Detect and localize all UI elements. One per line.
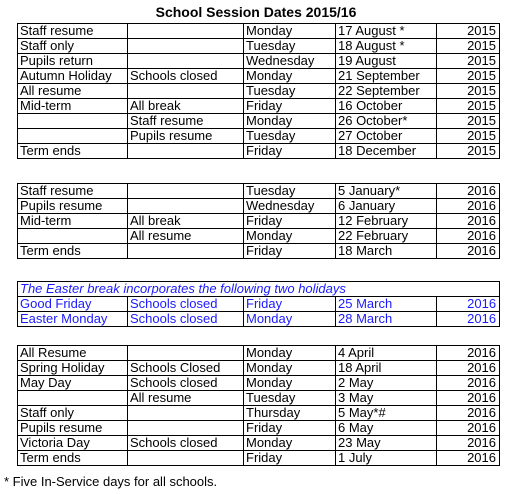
table-row xyxy=(18,451,500,466)
year-cell: 2015 xyxy=(437,39,500,54)
table-row xyxy=(18,199,500,214)
weekday-cell: Monday xyxy=(244,24,336,39)
note-cell xyxy=(128,346,244,361)
event-cell xyxy=(18,229,128,244)
session-table-summer xyxy=(17,345,500,466)
note-cell: Schools closed xyxy=(128,436,244,451)
note-cell: Schools closed xyxy=(128,376,244,391)
year-cell: 2016 xyxy=(437,421,500,436)
date-cell: 22 February xyxy=(336,229,437,244)
note-cell: Schools closed xyxy=(128,69,244,84)
date-cell: 23 May xyxy=(336,436,437,451)
event-cell: Staff only xyxy=(18,39,128,54)
year-cell: 2016 xyxy=(437,376,500,391)
note-cell xyxy=(128,244,244,259)
event-cell xyxy=(18,129,128,144)
event-cell: Pupils return xyxy=(18,54,128,69)
event-cell: Victoria Day xyxy=(18,436,128,451)
date-cell: 2 May xyxy=(336,376,437,391)
easter-note: The Easter break incorporates the following two holidays xyxy=(18,282,500,297)
event-cell: Mid-term xyxy=(18,99,128,114)
table-row xyxy=(18,84,500,99)
note-cell: Pupils resume xyxy=(128,129,244,144)
date-cell: 19 August xyxy=(336,54,437,69)
date-cell: 12 February xyxy=(336,214,437,229)
year-cell: 2016 xyxy=(437,406,500,421)
table-row xyxy=(18,99,500,114)
date-cell: 27 October xyxy=(336,129,437,144)
weekday-cell: Friday xyxy=(244,99,336,114)
weekday-cell: Tuesday xyxy=(244,391,336,406)
event-cell: Staff only xyxy=(18,406,128,421)
note-cell xyxy=(128,54,244,69)
date-cell: 22 September xyxy=(336,84,437,99)
table-row xyxy=(18,144,500,159)
table-row xyxy=(18,406,500,421)
date-cell: 6 January xyxy=(336,199,437,214)
table-row xyxy=(18,24,500,39)
event-cell xyxy=(18,114,128,129)
note-cell: All resume xyxy=(128,391,244,406)
year-cell: 2016 xyxy=(437,436,500,451)
year-cell: 2016 xyxy=(437,244,500,259)
table-row xyxy=(18,391,500,406)
year-cell: 2016 xyxy=(437,199,500,214)
note-cell: Schools Closed xyxy=(128,361,244,376)
note-cell: Schools closed xyxy=(128,312,244,327)
weekday-cell: Monday xyxy=(244,69,336,84)
event-cell: All Resume xyxy=(18,346,128,361)
note-cell xyxy=(128,39,244,54)
date-cell: 17 August * xyxy=(336,24,437,39)
footnote: * Five In-Service days for all schools. xyxy=(4,474,218,489)
date-cell: 16 October xyxy=(336,99,437,114)
note-cell: Staff resume xyxy=(128,114,244,129)
table-row xyxy=(18,214,500,229)
weekday-cell: Monday xyxy=(244,229,336,244)
weekday-cell: Wednesday xyxy=(244,199,336,214)
table-row xyxy=(18,69,500,84)
page-title: School Session Dates 2015/16 xyxy=(155,4,357,20)
event-cell: Pupils resume xyxy=(18,199,128,214)
weekday-cell: Monday xyxy=(244,376,336,391)
note-cell xyxy=(128,184,244,199)
year-cell: 2016 xyxy=(437,214,500,229)
weekday-cell: Wednesday xyxy=(244,54,336,69)
weekday-cell: Monday xyxy=(244,114,336,129)
weekday-cell: Tuesday xyxy=(244,129,336,144)
table-row xyxy=(18,39,500,54)
event-cell: Term ends xyxy=(18,451,128,466)
event-cell: Term ends xyxy=(18,144,128,159)
table-row xyxy=(18,229,500,244)
table-row xyxy=(18,376,500,391)
note-cell: All break xyxy=(128,99,244,114)
weekday-cell: Tuesday xyxy=(244,184,336,199)
event-cell: Easter Monday xyxy=(18,312,128,327)
weekday-cell: Friday xyxy=(244,214,336,229)
note-cell xyxy=(128,451,244,466)
date-cell: 21 September xyxy=(336,69,437,84)
weekday-cell: Friday xyxy=(244,144,336,159)
note-cell xyxy=(128,24,244,39)
weekday-cell: Tuesday xyxy=(244,84,336,99)
note-cell xyxy=(128,84,244,99)
date-cell: 26 October* xyxy=(336,114,437,129)
weekday-cell: Monday xyxy=(244,346,336,361)
event-cell: Good Friday xyxy=(18,297,128,312)
event-cell: All resume xyxy=(18,84,128,99)
table-row xyxy=(18,297,500,312)
date-cell: 18 December xyxy=(336,144,437,159)
easter-note-row xyxy=(18,282,500,297)
weekday-cell: Friday xyxy=(244,451,336,466)
event-cell: Staff resume xyxy=(18,24,128,39)
table-row xyxy=(18,244,500,259)
date-cell: 1 July xyxy=(336,451,437,466)
weekday-cell: Friday xyxy=(244,297,336,312)
session-table-easter xyxy=(17,281,500,327)
date-cell: 5 January* xyxy=(336,184,437,199)
date-cell: 4 April xyxy=(336,346,437,361)
year-cell: 2015 xyxy=(437,24,500,39)
event-cell: Mid-term xyxy=(18,214,128,229)
weekday-cell: Monday xyxy=(244,361,336,376)
date-cell: 18 April xyxy=(336,361,437,376)
year-cell: 2016 xyxy=(437,184,500,199)
year-cell: 2016 xyxy=(437,391,500,406)
event-cell xyxy=(18,391,128,406)
note-cell xyxy=(128,199,244,214)
event-cell: Autumn Holiday xyxy=(18,69,128,84)
weekday-cell: Thursday xyxy=(244,406,336,421)
year-cell: 2015 xyxy=(437,129,500,144)
year-cell: 2015 xyxy=(437,144,500,159)
date-cell: 3 May xyxy=(336,391,437,406)
year-cell: 2015 xyxy=(437,84,500,99)
table-row xyxy=(18,114,500,129)
table-row xyxy=(18,184,500,199)
weekday-cell: Friday xyxy=(244,421,336,436)
table-row xyxy=(18,421,500,436)
year-cell: 2015 xyxy=(437,99,500,114)
year-cell: 2016 xyxy=(437,229,500,244)
year-cell: 2015 xyxy=(437,69,500,84)
date-cell: 18 March xyxy=(336,244,437,259)
year-cell: 2015 xyxy=(437,54,500,69)
date-cell: 28 March xyxy=(336,312,437,327)
event-cell: Term ends xyxy=(18,244,128,259)
year-cell: 2016 xyxy=(437,361,500,376)
year-cell: 2016 xyxy=(437,451,500,466)
note-cell: All resume xyxy=(128,229,244,244)
table-row xyxy=(18,346,500,361)
event-cell: May Day xyxy=(18,376,128,391)
note-cell xyxy=(128,421,244,436)
year-cell: 2016 xyxy=(437,297,500,312)
year-cell: 2015 xyxy=(437,114,500,129)
table-row xyxy=(18,361,500,376)
table-row xyxy=(18,436,500,451)
weekday-cell: Tuesday xyxy=(244,39,336,54)
year-cell: 2016 xyxy=(437,346,500,361)
event-cell: Spring Holiday xyxy=(18,361,128,376)
date-cell: 5 May*# xyxy=(336,406,437,421)
event-cell: Pupils resume xyxy=(18,421,128,436)
table-row xyxy=(18,312,500,327)
weekday-cell: Friday xyxy=(244,244,336,259)
year-cell: 2016 xyxy=(437,312,500,327)
event-cell: Staff resume xyxy=(18,184,128,199)
note-cell: All break xyxy=(128,214,244,229)
session-table-autumn xyxy=(17,23,500,159)
note-cell xyxy=(128,406,244,421)
date-cell: 25 March xyxy=(336,297,437,312)
table-row xyxy=(18,54,500,69)
note-cell: Schools closed xyxy=(128,297,244,312)
table-row xyxy=(18,129,500,144)
weekday-cell: Monday xyxy=(244,436,336,451)
weekday-cell: Monday xyxy=(244,312,336,327)
note-cell xyxy=(128,144,244,159)
date-cell: 6 May xyxy=(336,421,437,436)
session-table-spring xyxy=(17,183,500,259)
date-cell: 18 August * xyxy=(336,39,437,54)
